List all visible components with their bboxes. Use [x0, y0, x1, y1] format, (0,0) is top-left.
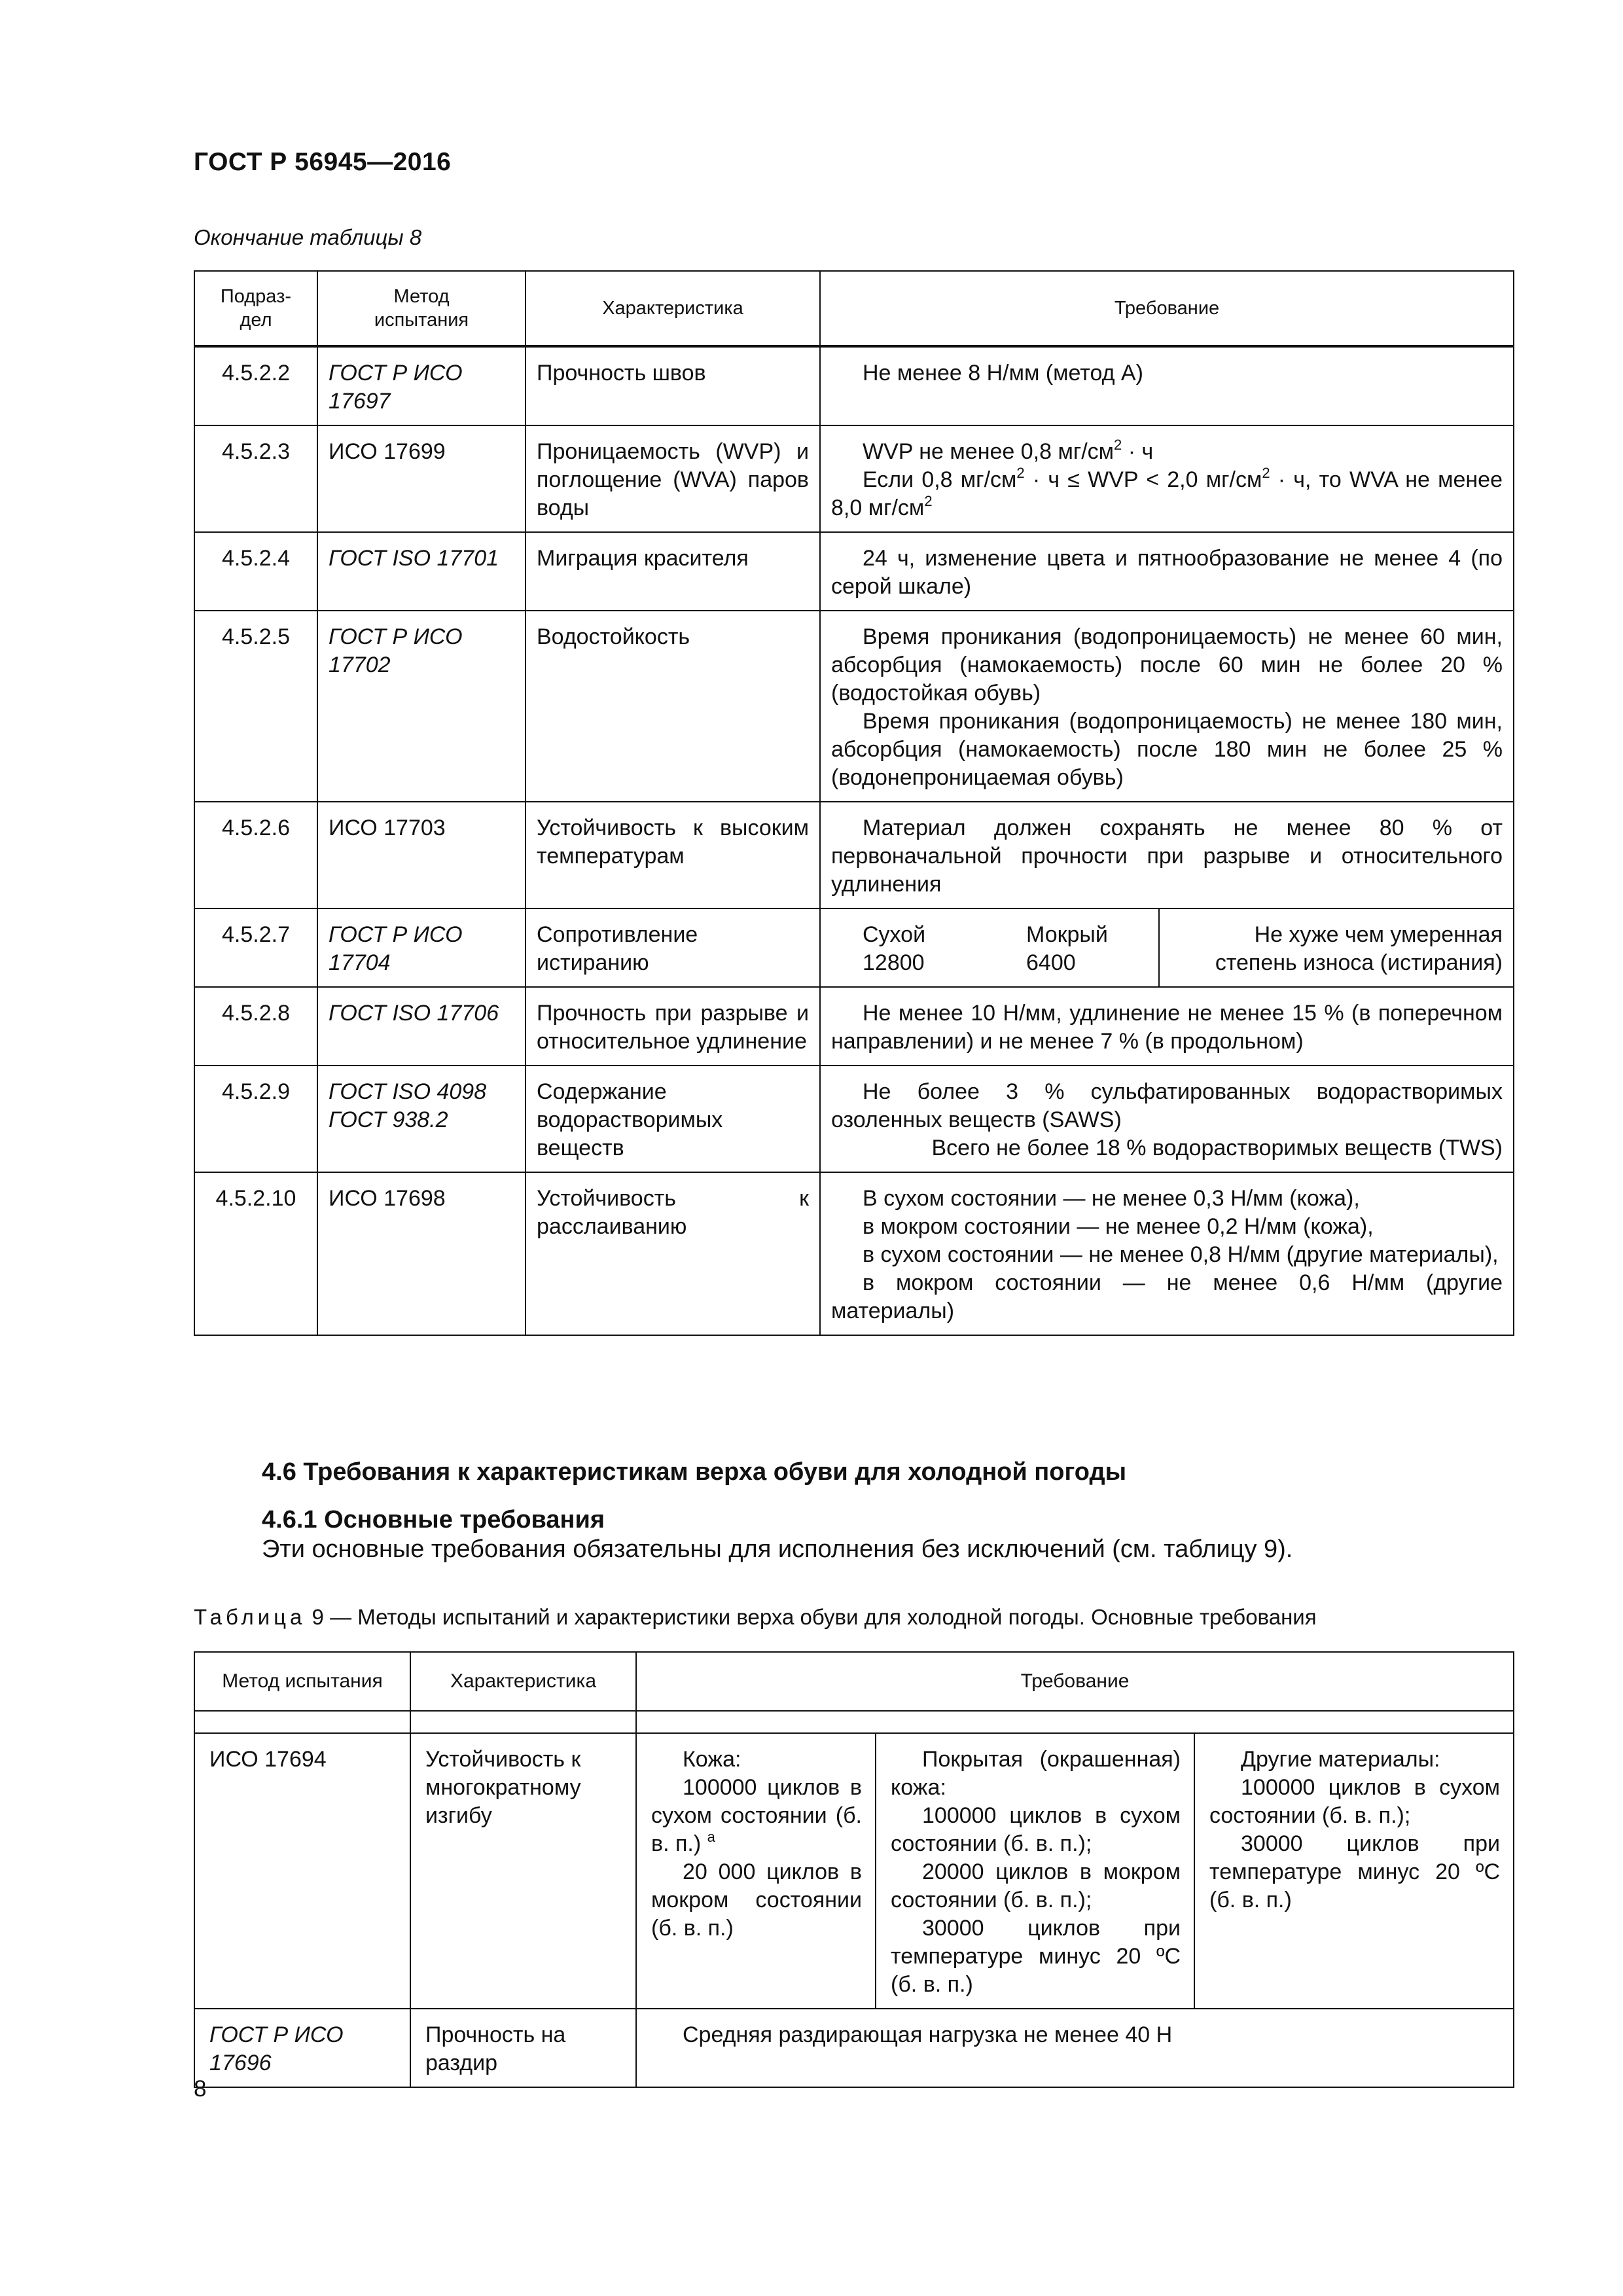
- table-row: [194, 908, 1514, 987]
- subsection-cell: 4.5.2.2: [194, 347, 317, 425]
- method-cell: ГОСТ Р ИСО 17696: [194, 2009, 410, 2087]
- column-header-subsection: Подраз- дел: [194, 271, 317, 346]
- abrasion-values: Сухой Мокрый 12800 6400: [821, 909, 1159, 986]
- paragraph-text: Эти основные требования обязательны для исполнения без исключений (см. таблицу 9).: [262, 1535, 1293, 1563]
- requirement-cell: Не менее 8 Н/мм (метод А): [820, 347, 1514, 425]
- other-materials-requirement-cell: Другие материалы: 100000 циклов в сухом состоянии (б. в. п.); 30000 циклов при температуре минус 20 ºC (б. в. п.): [1194, 1733, 1514, 2009]
- leather-requirement-cell: Кожа: 100000 циклов в сухом состоянии (б. в. п.) $^а$ 20 000 циклов в мокром состоянии (б. в. п.): [636, 1733, 876, 2009]
- method-cell: ГОСТ ISO 4098 ГОСТ 938.2: [317, 1066, 526, 1172]
- column-header-requirement: Требование: [820, 271, 1514, 346]
- table-9-caption: [194, 1605, 1317, 1630]
- coated-leather-requirement-cell: Покрытая (окрашенная) кожа: 100000 циклов в сухом состоянии (б. в. п.); 20000 циклов в мокром состоянии (б. в. п.); 30000 циклов при температуре минус 20 ºC (б. в. п.): [876, 1733, 1194, 2009]
- characteristic-cell: Проницаемость (WVP) и поглощение (WVA) паров воды: [526, 425, 820, 532]
- characteristic-cell: Прочность на раздир: [410, 2009, 636, 2087]
- table-8: [194, 270, 1514, 1336]
- subsection-cell: 4.5.2.6: [194, 802, 317, 908]
- method-cell: ГОСТ Р ИСО 17697: [317, 347, 526, 425]
- table-9: [194, 1651, 1514, 2088]
- method-cell: ИСО 17694: [194, 1733, 410, 2009]
- table-row: [194, 987, 1514, 1066]
- subsection-heading: 4.6.1 Основные требования: [262, 1506, 605, 1534]
- table-header-row: [194, 1652, 1514, 1711]
- column-header-method: Метод испытания: [194, 1652, 410, 1711]
- method-cell: ГОСТ ISO 17706: [317, 987, 526, 1066]
- table-row: [194, 611, 1514, 802]
- subsection-cell: 4.5.2.4: [194, 532, 317, 611]
- table-row: [194, 347, 1514, 425]
- table-row: [194, 425, 1514, 532]
- column-header-method: Метод испытания: [317, 271, 526, 346]
- requirement-cell: Средняя раздирающая нагрузка не менее 40 Н: [636, 2009, 1514, 2087]
- requirement-cell: Материал должен сохранять не менее 80 % от первоначальной прочности при разрыве и относительного удлинения: [820, 802, 1514, 908]
- characteristic-cell: Устойчивость к высоким температурам: [526, 802, 820, 908]
- subsection-cell: 4.5.2.8: [194, 987, 317, 1066]
- method-cell: ИСО 17699: [317, 425, 526, 532]
- method-cell: ГОСТ Р ИСО 17704: [317, 908, 526, 987]
- characteristic-cell: Миграция красителя: [526, 532, 820, 611]
- abrasion-wear-text: Не хуже чем умеренная степень износа (истирания): [1215, 922, 1503, 975]
- method-cell: ИСО 17698: [317, 1172, 526, 1335]
- subsection-cell: 4.5.2.5: [194, 611, 317, 802]
- column-header-characteristic: Характеристика: [526, 271, 820, 346]
- characteristic-cell: Водостойкость: [526, 611, 820, 802]
- column-header-characteristic: Характеристика: [410, 1652, 636, 1711]
- requirement-cell: Не более 3 % сульфатированных водорастворимых озоленных веществ (SAWS) Всего не более 18 % водорастворимых веществ (TWS): [820, 1066, 1514, 1172]
- requirement-cell: [820, 908, 1514, 987]
- requirement-cell: В сухом состоянии — не менее 0,3 Н/мм (кожа), в мокром состоянии — не менее 0,2 Н/мм (кожа), в сухом состоянии — не менее 0,8 Н/мм (другие материалы), в мокром состоянии — не менее 0,6 Н/мм (другие материалы): [820, 1172, 1514, 1335]
- table-row: [194, 532, 1514, 611]
- table-row: [194, 1733, 1514, 2009]
- characteristic-cell: Устойчивость к многократному изгибу: [410, 1733, 636, 2009]
- table-caption-label: Таблица: [194, 1605, 306, 1629]
- characteristic-cell: Устойчивость к расслаиванию: [526, 1172, 820, 1335]
- requirement-cell: WVP не менее 0,8 $мг/см^2 \cdot ч$ Если 0,8 $мг/см^2 \cdot ч$ ≤ WVP < 2,0 $мг/см^2 \cdot ч$, то WVA не менее 8,0 $мг/см^2$: [820, 425, 1514, 532]
- characteristic-cell: Сопротивление истиранию: [526, 908, 820, 987]
- method-cell: ГОСТ Р ИСО 17702: [317, 611, 526, 802]
- table-row: [194, 2009, 1514, 2087]
- requirement-cell: Время проникания (водопроницаемость) не менее 60 мин, абсорбция (намокаемость) после 60 мин не более 20 % (водостойкая обувь) Время проникания (водопроницаемость) не менее 180 мин, абсорбция (намокаемость) после 180 мин не более 25 % (водонепроницаемая обувь): [820, 611, 1514, 802]
- characteristic-cell: Прочность при разрыве и относительное удлинение: [526, 987, 820, 1066]
- requirement-cell: Не менее 10 Н/мм, удлинение не менее 15 % (в поперечном направлении) и не менее 7 % (в продольном): [820, 987, 1514, 1066]
- requirement-cell: 24 ч, изменение цвета и пятнообразование не менее 4 (по серой шкале): [820, 532, 1514, 611]
- method-cell: ИСО 17703: [317, 802, 526, 908]
- subsection-cell: 4.5.2.7: [194, 908, 317, 987]
- characteristic-cell: Содержание водорастворимых веществ: [526, 1066, 820, 1172]
- table-caption-text: 9 — Методы испытаний и характеристики верха обуви для холодной погоды. Основные требования: [306, 1605, 1317, 1629]
- column-header-requirement: Требование: [636, 1652, 1514, 1711]
- characteristic-cell: Прочность швов: [526, 347, 820, 425]
- table-continuation-label: Окончание таблицы 8: [194, 225, 422, 249]
- method-cell: ГОСТ ISO 17701: [317, 532, 526, 611]
- subsection-cell: 4.5.2.9: [194, 1066, 317, 1172]
- section-heading: 4.6 Требования к характеристикам верха обуви для холодной погоды: [262, 1458, 1127, 1486]
- document-code: ГОСТ Р 56945—2016: [194, 148, 452, 176]
- page-number: 8: [194, 2076, 207, 2102]
- table-row: [194, 1172, 1514, 1335]
- subsection-cell: 4.5.2.10: [194, 1172, 317, 1335]
- table-header-row: [194, 271, 1514, 346]
- subsection-cell: 4.5.2.3: [194, 425, 317, 532]
- table-row: [194, 1066, 1514, 1172]
- table-row: [194, 802, 1514, 908]
